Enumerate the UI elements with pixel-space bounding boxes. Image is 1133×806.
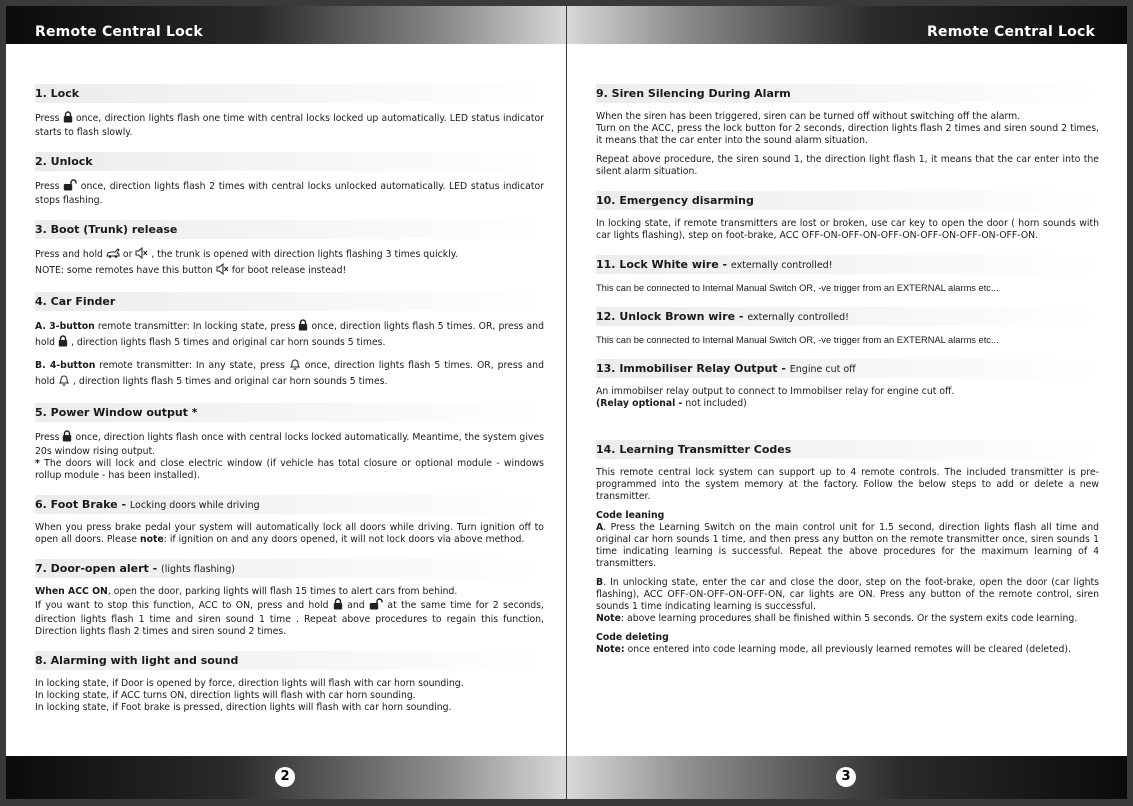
label: B <box>596 577 604 588</box>
section-title: 2. Unlock <box>35 152 544 171</box>
title-main: 7. Door-open alert - <box>35 562 158 575</box>
paragraph: This can be connected to Internal Manual Switch OR, -ve trigger from an EXTERNAL alarms etc... <box>596 335 999 345</box>
paragraph: An immobilser relay output to connect to Immobilser relay for engine cut off. <box>596 386 955 397</box>
content-right <box>596 84 1099 656</box>
text: , direction lights flash 5 times and original car horn sounds 5 times. <box>71 337 386 348</box>
text: The doors will lock and close electric window (if vehicle has total closure or optional module - windows rollup module - has been installed). <box>35 458 544 481</box>
text: once, direction lights flash 5 times. OR, press and hold <box>35 321 544 348</box>
lock-open-icon <box>63 179 77 195</box>
note-label: note <box>139 534 164 545</box>
text: , direction lights flash 5 times and original car horn sounds 5 times. <box>73 376 388 387</box>
trunk-car-icon <box>106 247 120 263</box>
bell-icon <box>58 374 70 390</box>
section-alarming <box>35 651 544 714</box>
label: (Relay optional - <box>596 398 683 409</box>
page-header-left <box>6 6 566 44</box>
asterisk: * <box>35 458 40 469</box>
page-number: 2 <box>275 767 295 787</box>
text: , the trunk is opened with direction lights flashing 3 times quickly. <box>151 249 458 260</box>
list-item: In locking state, if Door is opened by force, direction lights will flash with car horn sounding. <box>35 678 464 689</box>
lock-closed-icon <box>333 598 343 614</box>
title-sub: Locking doors while driving <box>129 500 260 511</box>
text: once, direction lights flash 5 times. OR, press and hold <box>35 360 544 387</box>
section-car-finder <box>35 292 544 390</box>
page-header-right <box>567 6 1127 44</box>
section-siren-silencing <box>596 84 1099 178</box>
text: : if ignition on and any doors opened, it will not lock doors via above method. <box>163 534 525 545</box>
section-unlock-brown-wire <box>596 307 1099 346</box>
lock-closed-icon <box>298 319 308 335</box>
section-unlock <box>35 152 544 207</box>
lock-closed-icon <box>62 430 72 446</box>
text: Press <box>35 113 60 124</box>
text: not included) <box>682 398 747 409</box>
text: Press <box>35 181 60 192</box>
paragraph: This remote central lock system can support up to 4 remote controls. The included transmitter is pre-programmed into the system memory at the factory. Follow the below steps to add or delete a new transmitter. <box>596 467 1099 502</box>
text: . Press the Learning Switch on the main control unit for 1.5 second, direction lights flash all time and original car horn sounds 1 time, and then press any button on the remote transmitter once, siren sounds 1 time indicating learning is successful. Repeat the above procedures for the maximum learning of 4 transmitters. <box>596 522 1099 569</box>
text: . In unlocking state, enter the car and close the door, step on the foot-brake, open the door (car lights flashing), ACC OFF-ON-OFF-ON-OFF-ON, car lights are ON. Press any button of the remote control, siren sounds 1 time indicating learning is successful. <box>596 577 1099 612</box>
paragraph: Turn on the ACC, press the lock button for 2 seconds, direction lights flash 2 times and siren sound 2 times, it means that the car enter into the sound alarm situation. <box>596 123 1099 146</box>
speaker-mute-icon <box>135 247 148 263</box>
text: remote transmitter: In locking state, press <box>97 321 296 332</box>
section-title <box>35 559 544 578</box>
title-main: 11. Lock White wire - <box>596 258 728 271</box>
text: once, direction lights flash once with central locks locked automatically. Meantime, the system gives 20s window rising output. <box>35 432 544 457</box>
lock-closed-icon <box>63 111 73 127</box>
text: at the same time for 2 seconds, direction lights flash 1 time and siren sound 1 time . Repeat above procedures to regain this function, Direction lights flash 2 times and siren sound 2 times. <box>35 600 544 637</box>
text: Press <box>35 432 60 443</box>
list-item: In locking state, if ACC turns ON, direction lights will flash with car horn sounding. <box>35 690 416 701</box>
section-lock-white-wire <box>596 255 1099 294</box>
text: If you want to stop this function, ACC to ON, press and hold <box>35 600 329 611</box>
header-title-left: Remote Central Lock <box>35 24 203 40</box>
title-sub: Engine cut off <box>789 364 856 375</box>
text: once, direction lights flash 2 times with central locks unlocked automatically. LED status indicator stops flashing. <box>35 181 544 206</box>
content-left <box>35 84 544 714</box>
text: and <box>347 600 365 611</box>
text: , open the door, parking lights will flash 15 times to alert cars from behind. <box>107 586 458 597</box>
section-title: 14. Learning Transmitter Codes <box>596 440 1099 459</box>
section-immobiliser-relay <box>596 359 1099 410</box>
title-sub: externally controlled! <box>747 312 849 323</box>
section-title <box>596 359 1099 378</box>
title-main: 13. Immobiliser Relay Output - <box>596 362 786 375</box>
bell-icon <box>289 358 301 374</box>
paragraph: This can be connected to Internal Manual Switch OR, -ve trigger from an EXTERNAL alarms etc... <box>596 283 999 293</box>
section-door-open-alert <box>35 559 544 638</box>
note-label: Note: <box>596 644 625 655</box>
title-sub: externally controlled! <box>730 260 833 271</box>
section-title: 8. Alarming with light and sound <box>35 651 544 670</box>
subheading: Code leaning <box>596 510 665 521</box>
page-number: 3 <box>836 767 856 787</box>
text: : above learning procedures shall be finished within 5 seconds. Or the system exits code learning. <box>620 613 1078 624</box>
label: B. 4-button <box>35 360 96 371</box>
label: When ACC ON <box>35 586 108 597</box>
page-footer-right <box>567 756 1127 799</box>
section-title: 5. Power Window output * <box>35 403 544 422</box>
section-title <box>596 307 1099 326</box>
text: for boot release instead! <box>231 265 347 276</box>
page-right <box>567 6 1127 799</box>
title-sub: (lights flashing) <box>161 564 235 575</box>
paragraph: When the siren has been triggered, siren can be turned off without switching off the alarm. <box>596 111 1021 122</box>
section-boot-release <box>35 220 544 279</box>
text: When you press brake pedal your system will automatically lock all doors while driving. Turn ignition off to open all doors. Please <box>35 522 544 545</box>
section-title <box>596 255 1099 274</box>
text: once entered into code learning mode, all previously learned remotes will be cleared (deleted). <box>624 644 1071 655</box>
page-footer-left <box>6 756 566 799</box>
lock-closed-icon <box>58 335 68 351</box>
section-emergency-disarming <box>596 191 1099 242</box>
speaker-mute-icon <box>216 263 229 279</box>
section-foot-brake <box>35 495 544 546</box>
title-main: 6. Foot Brake - <box>35 498 127 511</box>
list-item: In locking state, if Foot brake is pressed, direction lights will flash with car horn sounding. <box>35 702 452 713</box>
section-lock <box>35 84 544 139</box>
section-title: 1. Lock <box>35 84 544 103</box>
section-learning-codes <box>596 440 1099 656</box>
label: A <box>596 522 604 533</box>
section-title <box>35 495 544 514</box>
text: NOTE: some remotes have this button <box>35 265 213 276</box>
text: or <box>122 249 133 260</box>
title-main: 12. Unlock Brown wire - <box>596 310 744 323</box>
header-title-right: Remote Central Lock <box>927 24 1095 40</box>
subheading: Code deleting <box>596 632 669 643</box>
text: once, direction lights flash one time with central locks locked up automatically. LED status indicator starts to flash slowly. <box>35 113 544 138</box>
paragraph: In locking state, if remote transmitters are lost or broken, use car key to open the door ( horn sounds with car lights flashing), step on foot-brake, ACC OFF-ON-OFF-ON-OFF-ON-OFF-ON-OFF-ON-OFF-ON. <box>596 218 1099 241</box>
section-title: 9. Siren Silencing During Alarm <box>596 84 1099 103</box>
page-left <box>6 6 566 799</box>
section-title: 10. Emergency disarming <box>596 191 1099 210</box>
lock-open-icon <box>369 598 383 614</box>
paragraph: Repeat above procedure, the siren sound 1, the direction light flash 1, it means that the car enter into the silent alarm situation. <box>596 154 1099 177</box>
label: A. 3-button <box>35 321 95 332</box>
section-title: 3. Boot (Trunk) release <box>35 220 544 239</box>
note-label: Note <box>596 613 621 624</box>
text: Press and hold <box>35 249 103 260</box>
text: remote transmitter: In any state, press <box>99 360 285 371</box>
section-power-window <box>35 403 544 482</box>
section-title: 4. Car Finder <box>35 292 544 311</box>
